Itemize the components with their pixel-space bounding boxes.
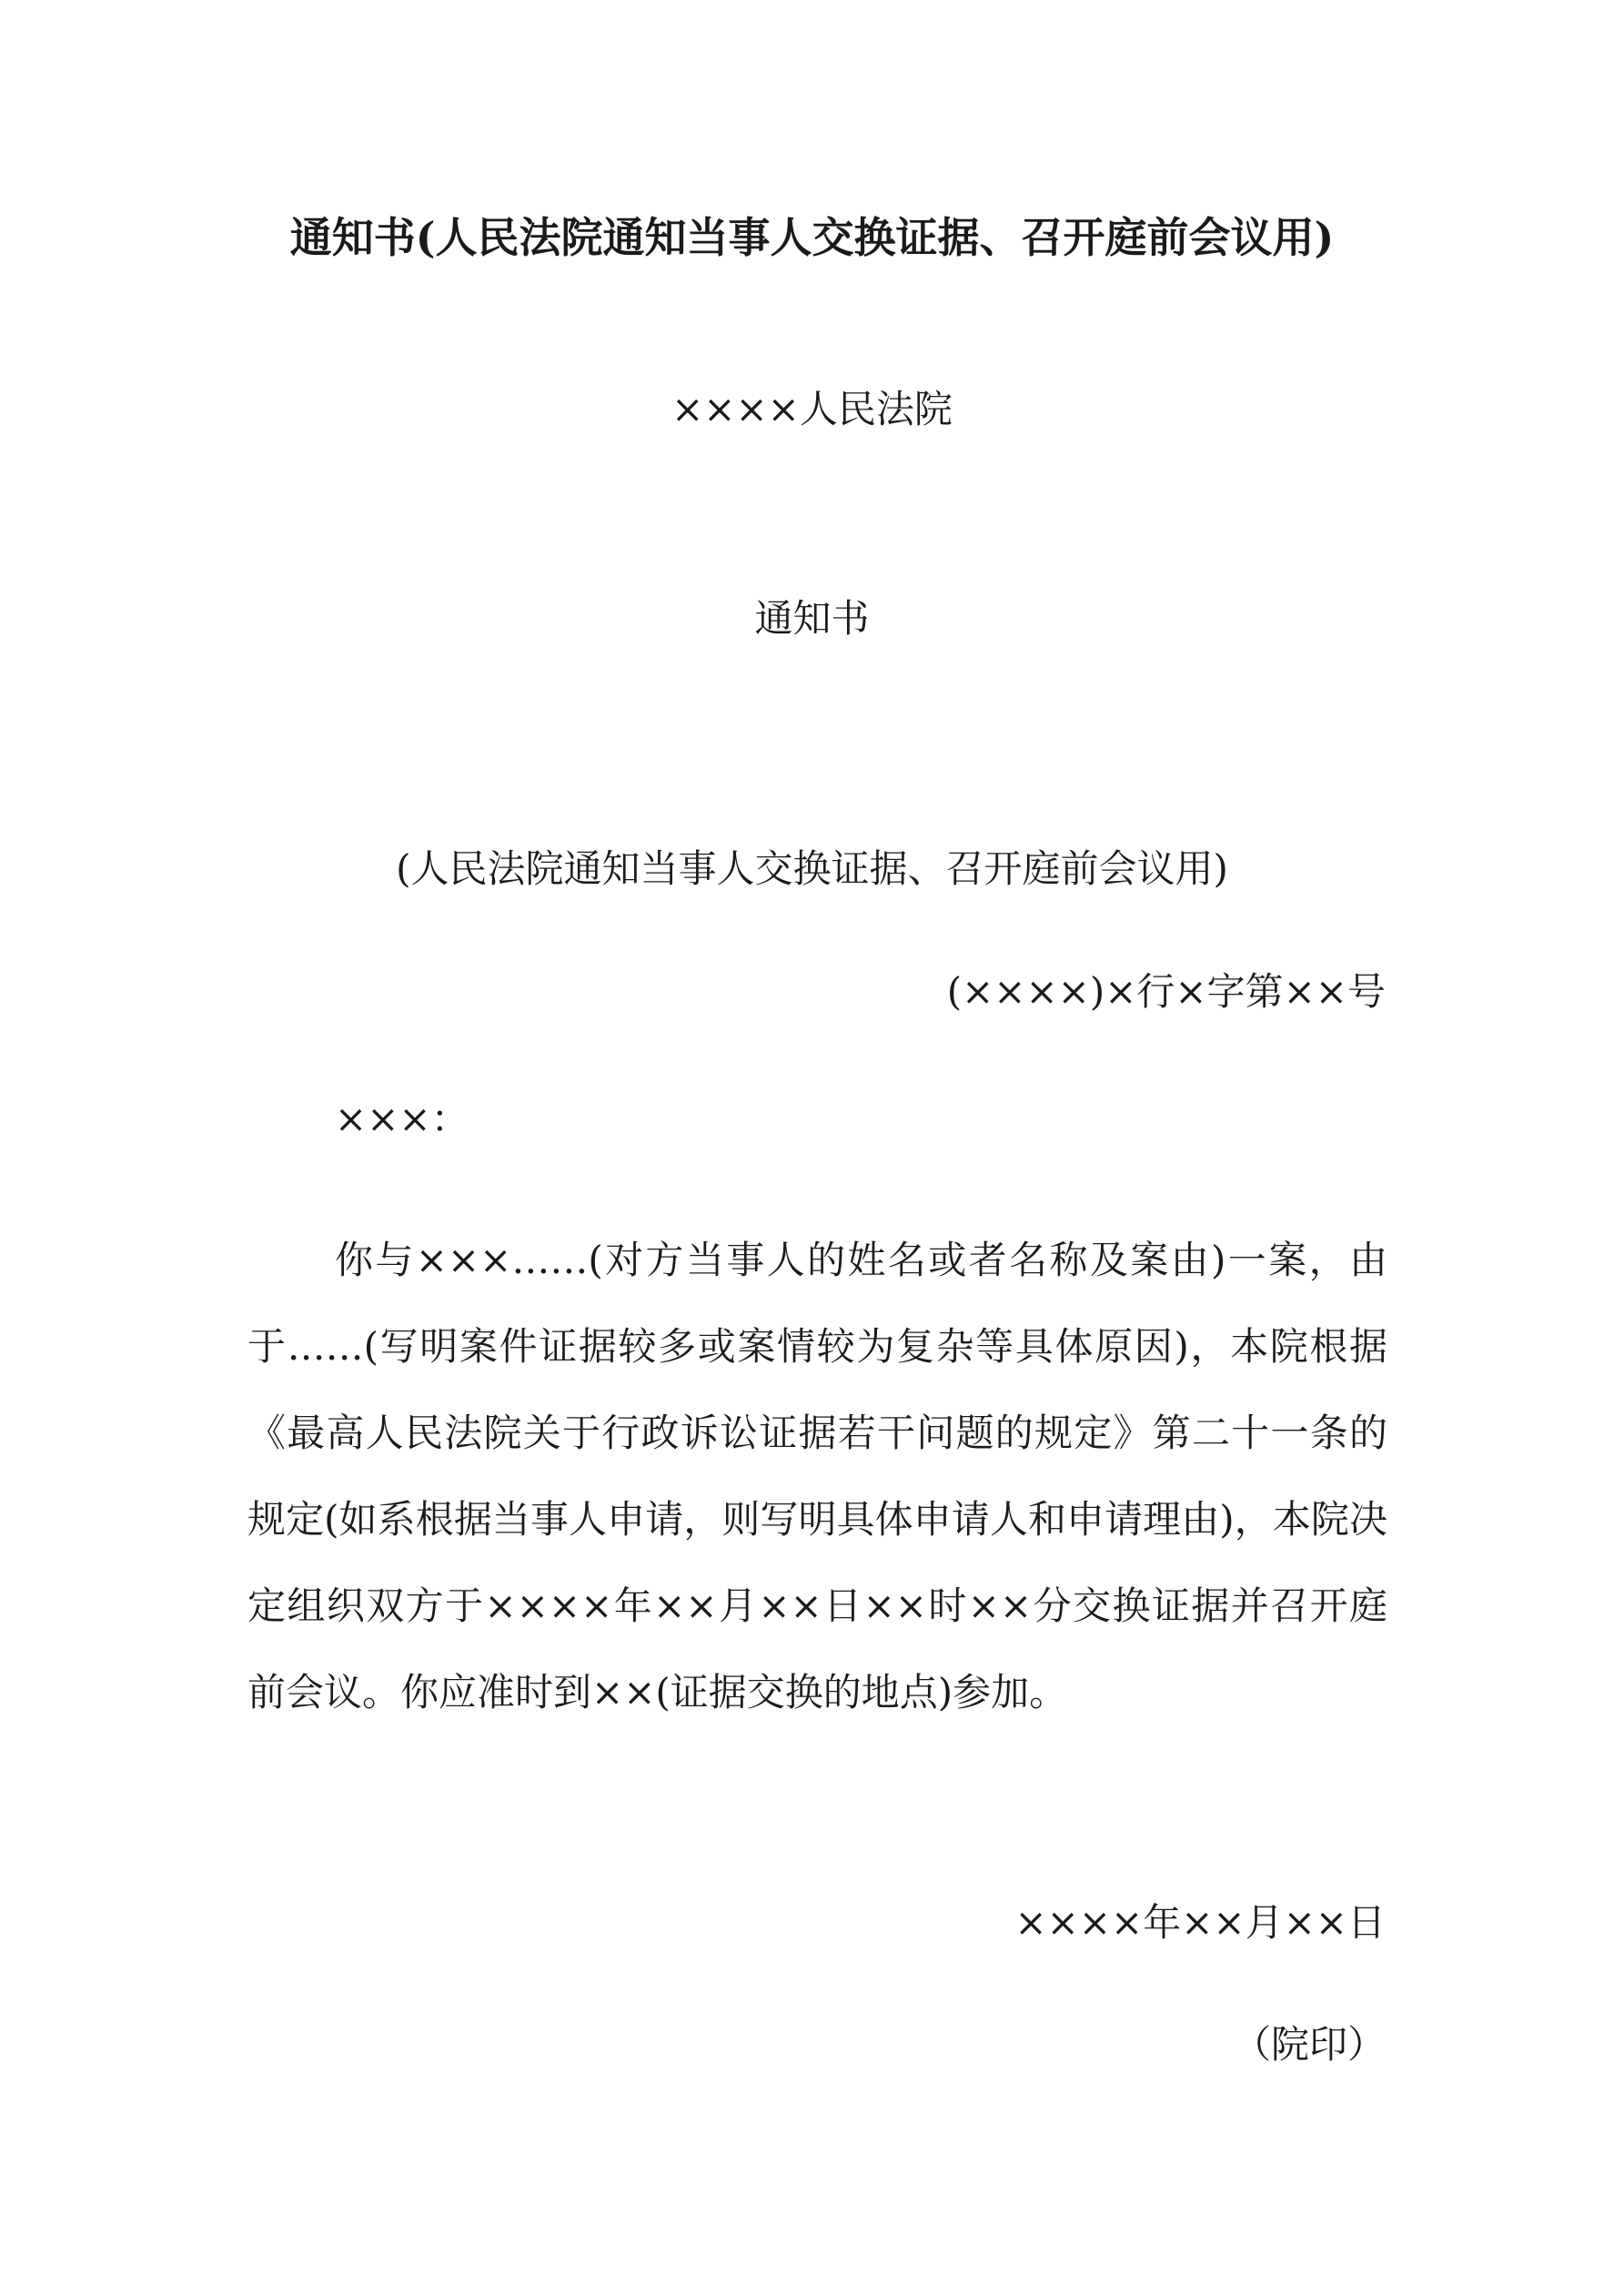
case-number: (××××)×行×字第××号: [946, 969, 1386, 1014]
notice-heading: 通知书: [754, 596, 870, 641]
notice-subtitle: (人民法院通知当事人交换证据、召开庭前会议用): [396, 846, 1228, 891]
body-paragraph: 你与×××……(对方当事人的姓名或者名称及案由)一案，由于……(写明案件证据较多或案情较为复杂等具体原因)，本院根据《最高人民法院关于行政诉讼证据若干问题的规定》第二十一条的规定(如系根据当事人申请，则写明具体申请人和申请理由)，本院决定组织双方于××××年××月××日××时××分交换证据并召开庭前会议。你应准时到××(证据交换的地点)参加。: [247, 1238, 1387, 1714]
court-seal-placeholder: （院印）: [1232, 2022, 1386, 2067]
document-title: 通知书(人民法院通知当事人交换证据、召开庭前会议用): [289, 213, 1335, 262]
issue-date: ××××年××月××日: [1014, 1900, 1386, 1945]
addressee: ×××：: [335, 1097, 469, 1141]
court-name: ××××人民法院: [671, 387, 953, 431]
